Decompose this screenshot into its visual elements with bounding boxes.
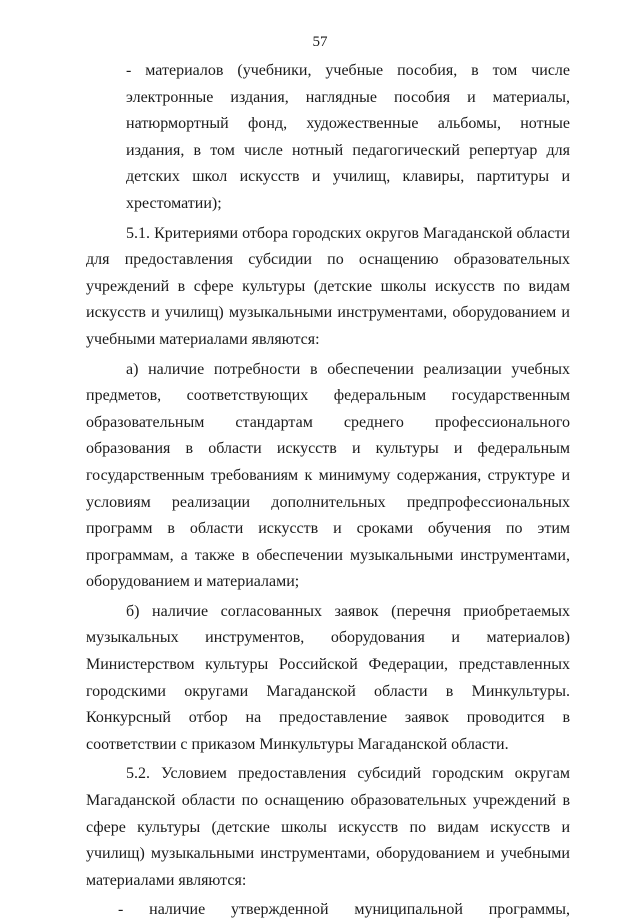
bullet-word-3: муниципальной [354, 901, 463, 919]
bullet-word-4: программы, [488, 901, 570, 919]
paragraph-criterion-b: б) наличие согласованных заявок (перечня приобретаемых музыкальных инструментов, оборудования и материалов) Министерством культуры Российской Федерации, представленных городскими округами Магаданской области в Минкультуры. Конкурсный отбор на предоставление заявок проводится в соответствии с приказом Минкультуры Магаданской области. [86, 602, 570, 753]
bullet-marker: - [118, 901, 124, 919]
bullet-item [86, 897, 570, 924]
page-number: 57 [312, 34, 328, 50]
paragraph-materials: - материалов (учебники, учебные пособия, в том числе электронные издания, наглядные пособия и материалы, натюрмортный фонд, художественные альбомы, нотные издания, в том числе нотный педагогический репертуар для детских школ искусств и училищ, клавиры, партитуры и хрестоматии); [126, 62, 570, 212]
bullet-word-2: утвержденной [230, 901, 329, 919]
paragraph-criterion-a: а) наличие потребности в обеспечении реализации учебных предметов, соответствующих федеральным государственным образовательным стандартам среднего профессионального образования в области искусств и культуры и федеральным государственным требованиям к минимуму содержания, структуре и условиям реализации дополнительных предпрофессиональных программ в области искусств и сроками обучения по этим программам, а также в обеспечении музыкальными инструментами, оборудованием и материалами; [86, 360, 570, 591]
document-body [86, 58, 570, 924]
paragraph-5-2: 5.2. Условием предоставления субсидий городским округам Магаданской области по оснащению образовательных учреждений в сфере культуры (детские школы искусств по видам искусств и училищ) музыкальными инструментами, оборудованием и учебными материалами являются: [86, 765, 570, 889]
bullet-word-1: наличие [149, 901, 206, 919]
paragraph-5-1: 5.1. Критериями отбора городских округов Магаданской области для предоставления субсидии по оснащению образовательных учреждений в сфере культуры (детские школы искусств по видам искусств и училищ) музыкальными инструментами, оборудованием и учебными материалами являются: [86, 224, 570, 348]
